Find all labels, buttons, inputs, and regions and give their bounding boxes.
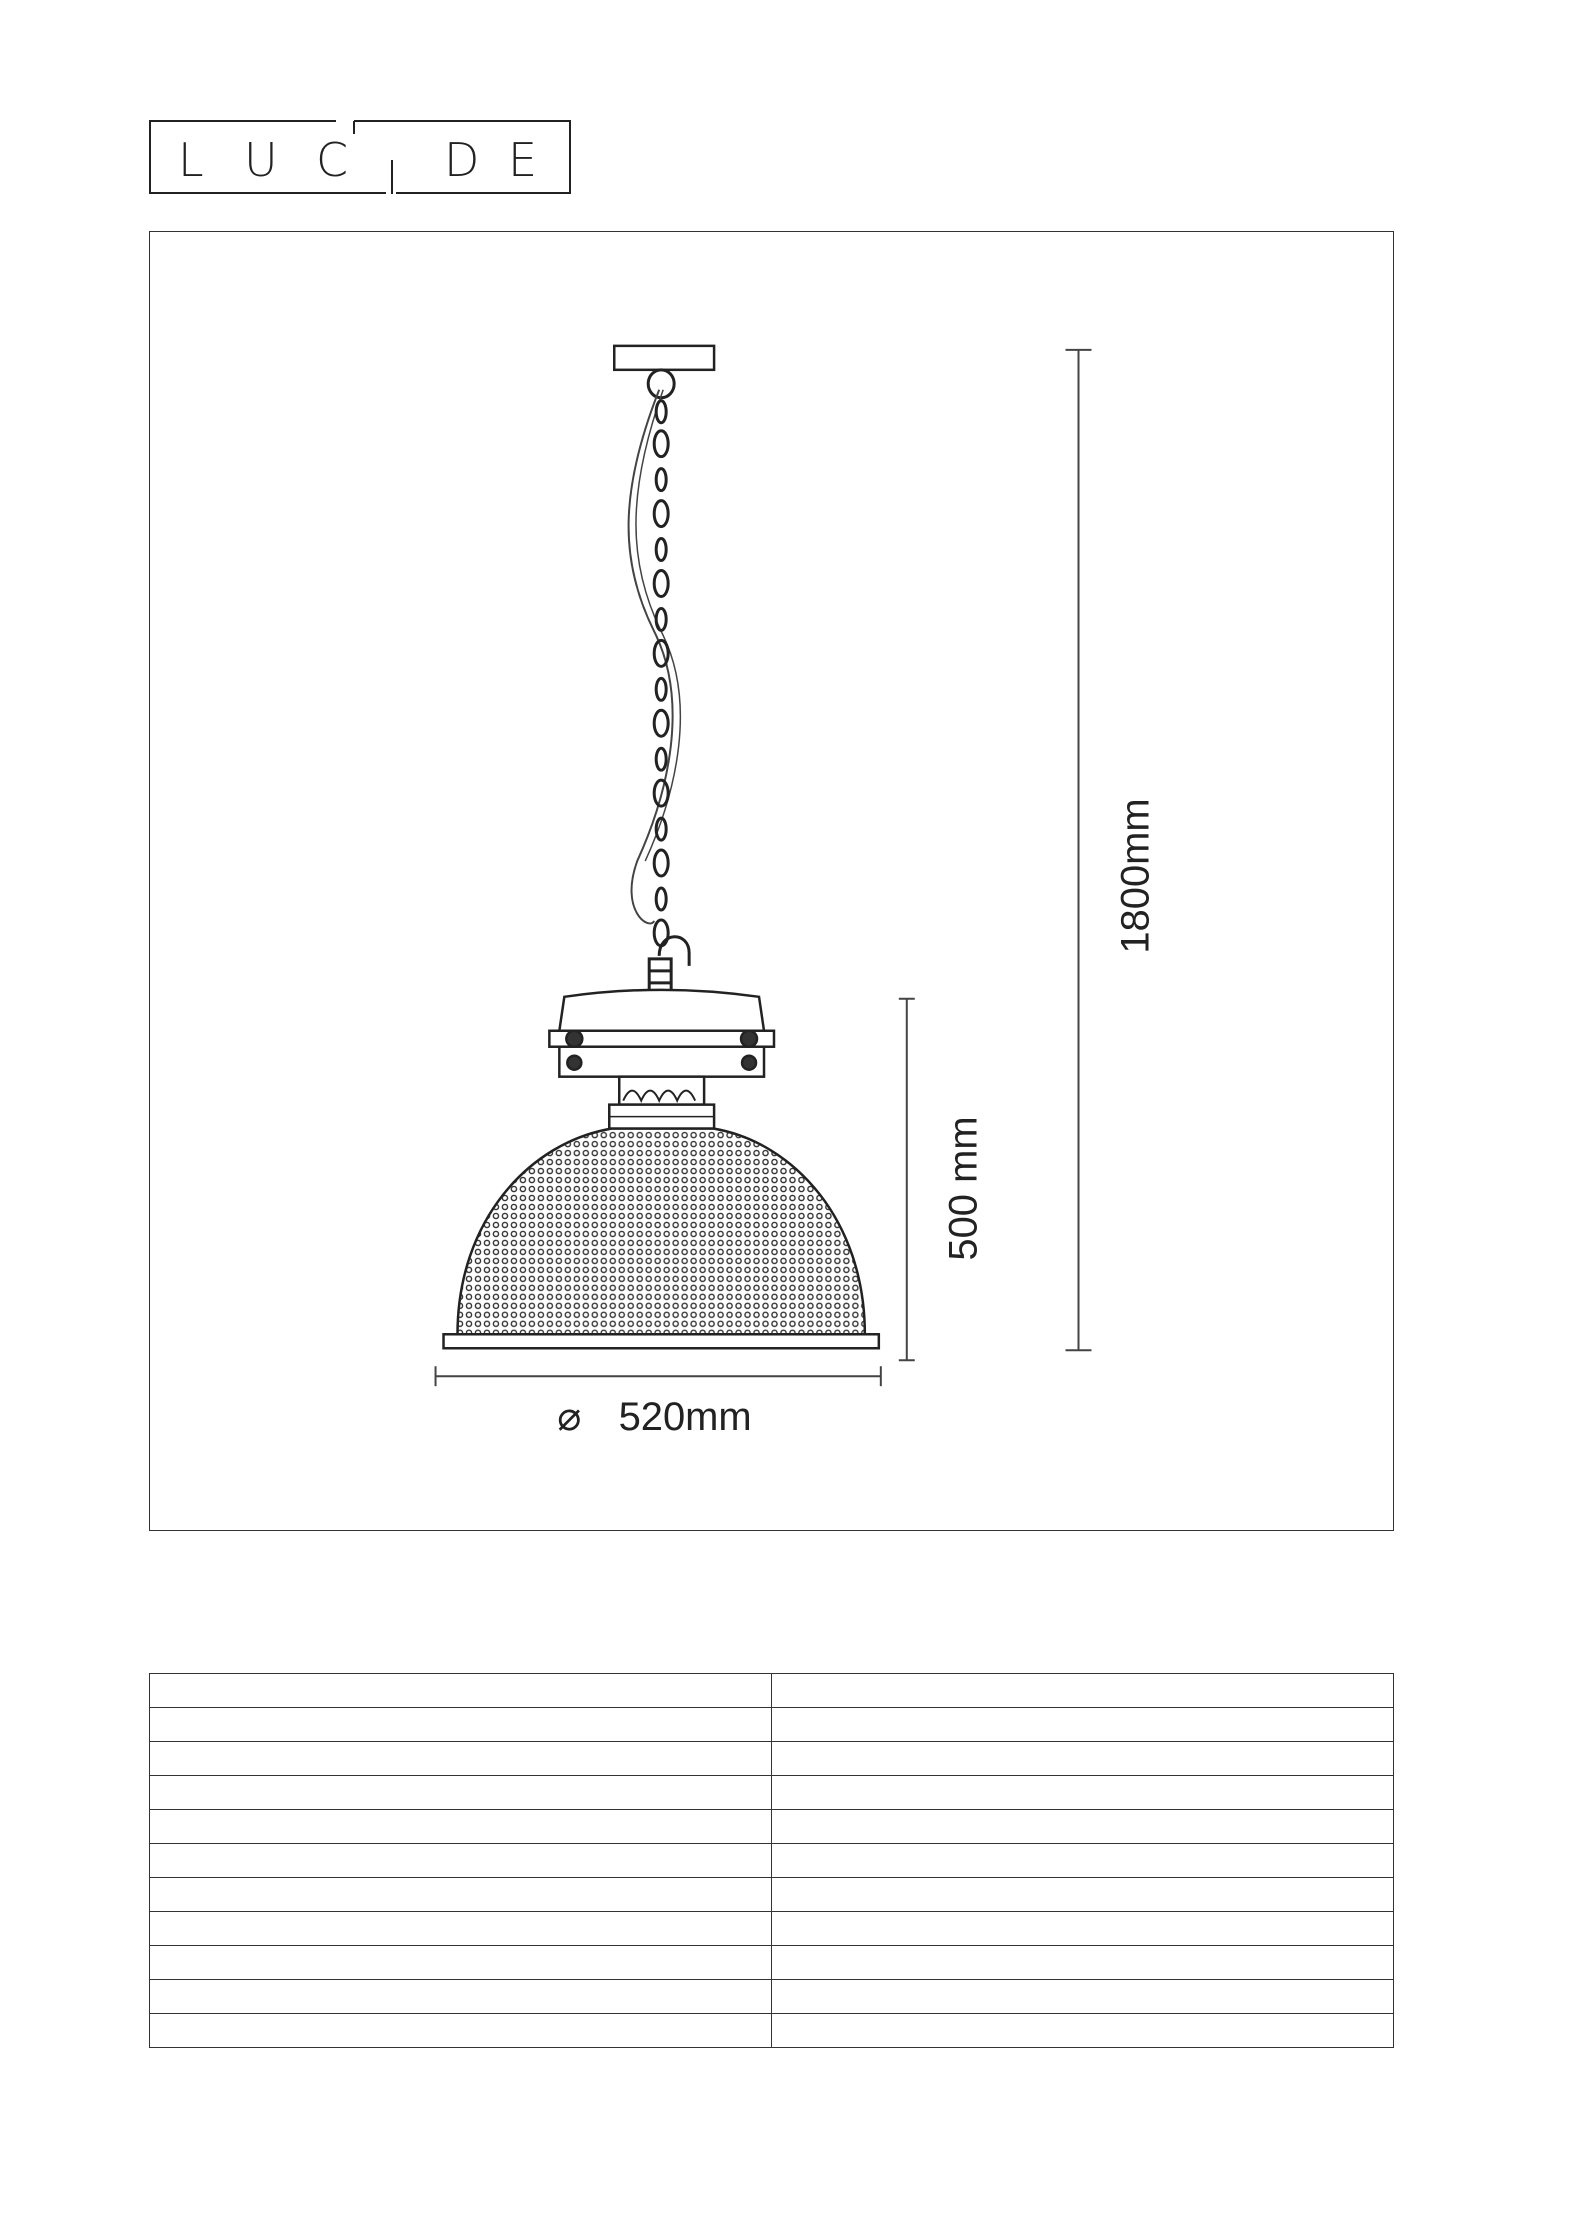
dimension-total-height (1066, 350, 1092, 1350)
table-row (150, 1674, 1394, 1708)
table-row (150, 1844, 1394, 1878)
logo-letter-c: C (316, 133, 349, 187)
ceiling-canopy (614, 346, 714, 398)
spec-label-cell (150, 1708, 772, 1742)
dimension-total-height-label: 1800mm (1113, 798, 1158, 954)
spec-value-cell (772, 1878, 1394, 1912)
logo-letter-d: D (444, 133, 480, 187)
spec-label-cell (150, 1844, 772, 1878)
spec-table (149, 1673, 1394, 2048)
spec-value-cell (772, 1980, 1394, 2014)
pendant-lamp-drawing (150, 232, 1393, 1530)
lamp-housing (549, 990, 774, 1129)
table-row (150, 2014, 1394, 2048)
logo-letter-e: E (508, 133, 538, 187)
spec-label-cell (150, 1946, 772, 1980)
spec-value-cell (772, 1674, 1394, 1708)
table-row (150, 1980, 1394, 2014)
spec-value-cell (772, 1912, 1394, 1946)
dimension-diameter (436, 1366, 881, 1386)
spec-label-cell (150, 1776, 772, 1810)
dimension-shade-height-label: 500 mm (941, 1116, 986, 1261)
table-row (150, 1776, 1394, 1810)
spec-value-cell (772, 1810, 1394, 1844)
spec-value-cell (772, 1708, 1394, 1742)
spec-label-cell (150, 1674, 772, 1708)
spec-value-cell (772, 1946, 1394, 1980)
drawing-frame (149, 231, 1394, 1531)
spec-label-cell (150, 2014, 772, 2048)
logo-letter-l: L (178, 133, 204, 187)
spec-label-cell (150, 1878, 772, 1912)
logo-letter-u: U (244, 133, 278, 187)
hook (649, 937, 689, 994)
dimension-shade-height (899, 999, 915, 1360)
chain (654, 401, 668, 946)
dimension-diameter-label: 520mm (618, 1395, 752, 1440)
spec-value-cell (772, 2014, 1394, 2048)
table-row (150, 1912, 1394, 1946)
spec-value-cell (772, 1742, 1394, 1776)
spec-value-cell (772, 1776, 1394, 1810)
spec-label-cell (150, 1912, 772, 1946)
spec-value-cell (772, 1844, 1394, 1878)
diameter-symbol: ⌀ (557, 1395, 582, 1440)
spec-label-cell (150, 1742, 772, 1776)
power-cable (629, 390, 673, 924)
spec-label-cell (150, 1810, 772, 1844)
table-row (150, 1742, 1394, 1776)
spec-label-cell (150, 1980, 772, 2014)
brand-logo (148, 120, 572, 194)
lamp-shade (444, 1129, 879, 1349)
table-row (150, 1708, 1394, 1742)
table-row (150, 1810, 1394, 1844)
table-row (150, 1878, 1394, 1912)
table-row (150, 1946, 1394, 1980)
